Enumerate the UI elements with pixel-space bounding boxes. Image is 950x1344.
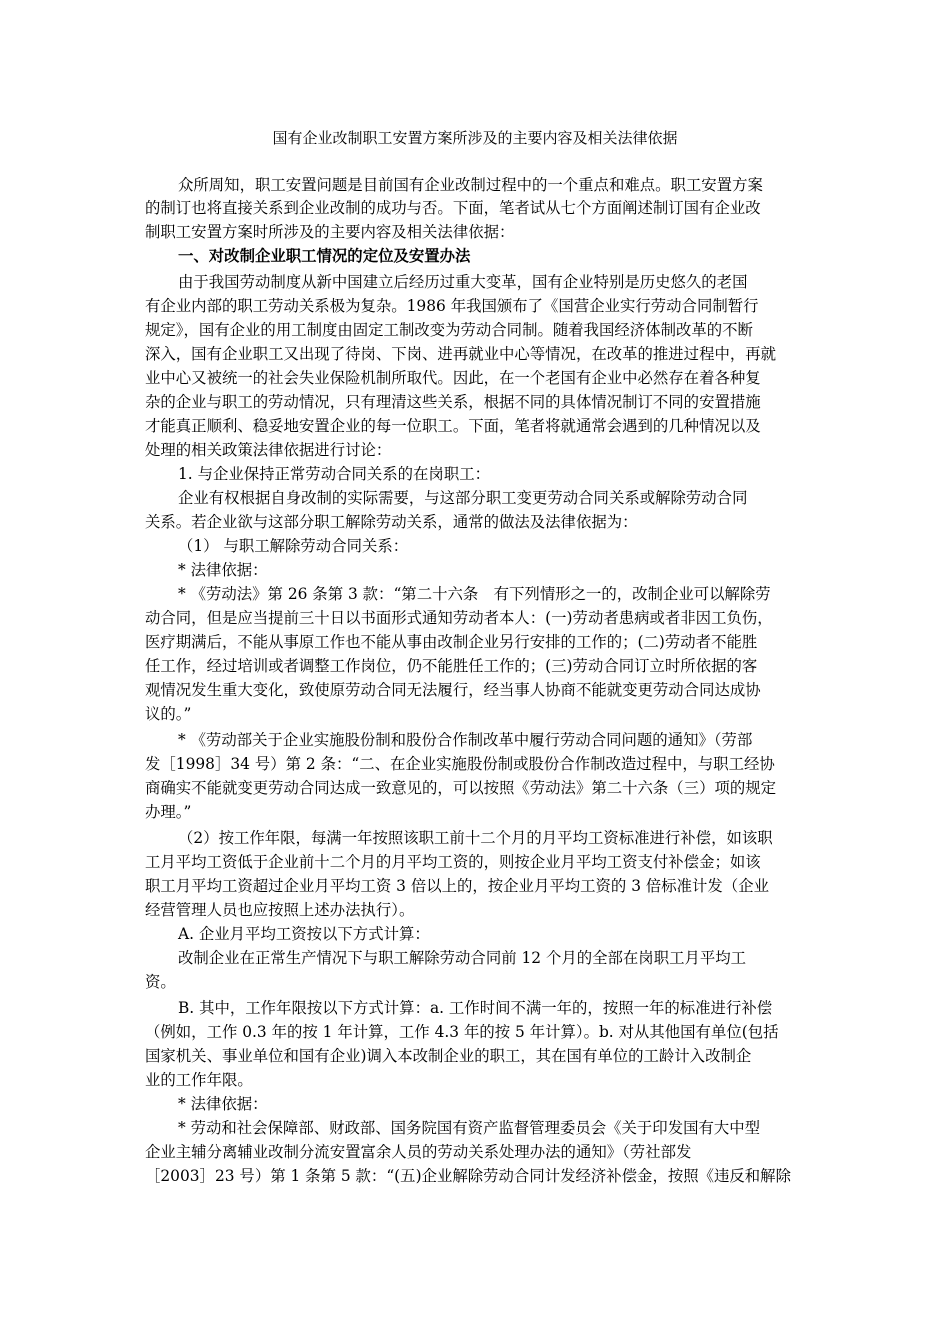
paragraph-line: 改制企业在正常生产情况下与职工解除劳动合同前 12 个月的全部在岗职工月平均工 — [178, 949, 747, 967]
list-item: （1） 与职工解除劳动合同关系： — [178, 537, 409, 555]
paragraph-line: 规定》，国有企业的用工制度由固定工制改变为劳动合同制。随着我国经济体制改革的不断 — [145, 321, 753, 339]
paragraph-line: 的制订也将直接关系到企业改制的成功与否。下面，笔者试从七个方面阐述制订国有企业改 — [145, 199, 761, 217]
paragraph-line: 任工作，经过培训或者调整工作岗位，仍不能胜任工作的；(三)劳动合同订立时所依据的客 — [145, 657, 758, 675]
list-item-heading: 1. 与企业保持正常劳动合同关系的在岗职工： — [178, 465, 490, 483]
paragraph-line: 医疗期满后，不能从事原工作也不能从事由改制企业另行安排的工作的；(二)劳动者不能胜 — [145, 633, 758, 651]
paragraph-line: 关系。若企业欲与这部分职工解除劳动关系，通常的做法及法律依据为： — [145, 513, 638, 531]
paragraph-line: 商确实不能就变更劳动合同达成一致意见的，可以按照《劳动法》第二十六条（三）项的规定 — [145, 779, 777, 797]
paragraph-line: ［2003］23 号）第 1 条第 5 款：“(五)企业解除劳动合同计发经济补偿金，按照《违反和解除 — [145, 1167, 791, 1185]
section-heading: 一、对改制企业职工情况的定位及安置办法 — [178, 247, 471, 265]
paragraph-line: 资。 — [145, 973, 176, 991]
paragraph-line: 企业有权根据自身改制的实际需要，与这部分职工变更劳动合同关系或解除劳动合同 — [178, 489, 748, 507]
paragraph-line: 经营管理人员也应按照上述办法执行）。 — [145, 901, 415, 919]
paragraph-line: 议的。” — [145, 705, 192, 723]
paragraph-line: （例如，工作 0.3 年的按 1 年计算，工作 4.3 年的按 5 年计算）。b. 对从其他国有单位(包括 — [145, 1023, 779, 1041]
paragraph-line: 国家机关、事业单位和国有企业)调入本改制企业的职工，其在国有单位的工龄计入改制企 — [145, 1047, 752, 1065]
paragraph-line: 观情况发生重大变化，致使原劳动合同无法履行，经当事人协商不能就变更劳动合同达成协 — [145, 681, 761, 699]
paragraph-line: 有企业内部的职工劳动关系极为复杂。1986 年我国颁布了《国营企业实行劳动合同制暂行 — [145, 297, 759, 315]
list-item: A. 企业月平均工资按以下方式计算： — [178, 925, 430, 943]
paragraph-line: 众所周知，职工安置问题是目前国有企业改制过程中的一个重点和难点。职工安置方案 — [178, 176, 763, 194]
paragraph-line: * 《劳动法》第 26 条第 3 款：“第二十六条 有下列情形之一的，改制企业可以解除劳 — [178, 585, 771, 603]
legal-basis-label: * 法律依据： — [178, 561, 268, 579]
paragraph-line: * 劳动和社会保障部、财政部、国务院国有资产监督管理委员会《关于印发国有大中型 — [178, 1119, 761, 1137]
paragraph-line: 动合同，但是应当提前三十日以书面形式通知劳动者本人：(一)劳动者患病或者非因工负伤， — [145, 609, 773, 627]
document-title: 国有企业改制职工安置方案所涉及的主要内容及相关法律依据 — [272, 129, 678, 147]
paragraph-line: 业中心又被统一的社会失业保险机制所取代。因此，在一个老国有企业中必然存在着各种复 — [145, 369, 761, 387]
paragraph-line: 工月平均工资低于企业前十二个月的月平均工资的，则按企业月平均工资支付补偿金；如该 — [145, 853, 761, 871]
paragraph-line: 深入，国有企业职工又出现了待岗、下岗、进再就业中心等情况，在改革的推进过程中，再就 — [145, 345, 777, 363]
paragraph-line: （2）按工作年限，每满一年按照该职工前十二个月的月平均工资标准进行补偿，如该职 — [178, 829, 773, 847]
paragraph-line: 业的工作年限。 — [145, 1071, 253, 1089]
paragraph-line: 由于我国劳动制度从新中国建立后经历过重大变革，国有企业特别是历史悠久的老国 — [178, 273, 748, 291]
paragraph-line: * 《劳动部关于企业实施股份制和股份合作制改革中履行劳动合同问题的通知》（劳部 — [178, 731, 753, 749]
paragraph-line: 制职工安置方案时所涉及的主要内容及相关法律依据： — [145, 223, 515, 241]
paragraph-line: 发［1998］34 号）第 2 条：“二、在企业实施股份制或股份合作制改造过程中，与职工经协 — [145, 755, 775, 773]
paragraph-line: 办理。” — [145, 803, 192, 821]
paragraph-line: 处理的相关政策法律依据进行讨论： — [145, 441, 392, 459]
paragraph-line: 才能真正顺利、稳妥地安置企业的每一位职工。下面，笔者将就通常会遇到的几种情况以及 — [145, 417, 761, 435]
paragraph-line: 杂的企业与职工的劳动情况，只有理清这些关系，根据不同的具体情况制订不同的安置措施 — [145, 393, 761, 411]
legal-basis-label: * 法律依据： — [178, 1095, 268, 1113]
paragraph-line: B. 其中，工作年限按以下方式计算：a. 工作时间不满一年的，按照一年的标准进行补偿 — [178, 999, 773, 1017]
paragraph-line: 职工月平均工资超过企业月平均工资 3 倍以上的，按企业月平均工资的 3 倍标准计发（企业 — [145, 877, 769, 895]
paragraph-line: 企业主辅分离辅业改制分流安置富余人员的劳动关系处理办法的通知》（劳社部发 — [145, 1143, 692, 1161]
